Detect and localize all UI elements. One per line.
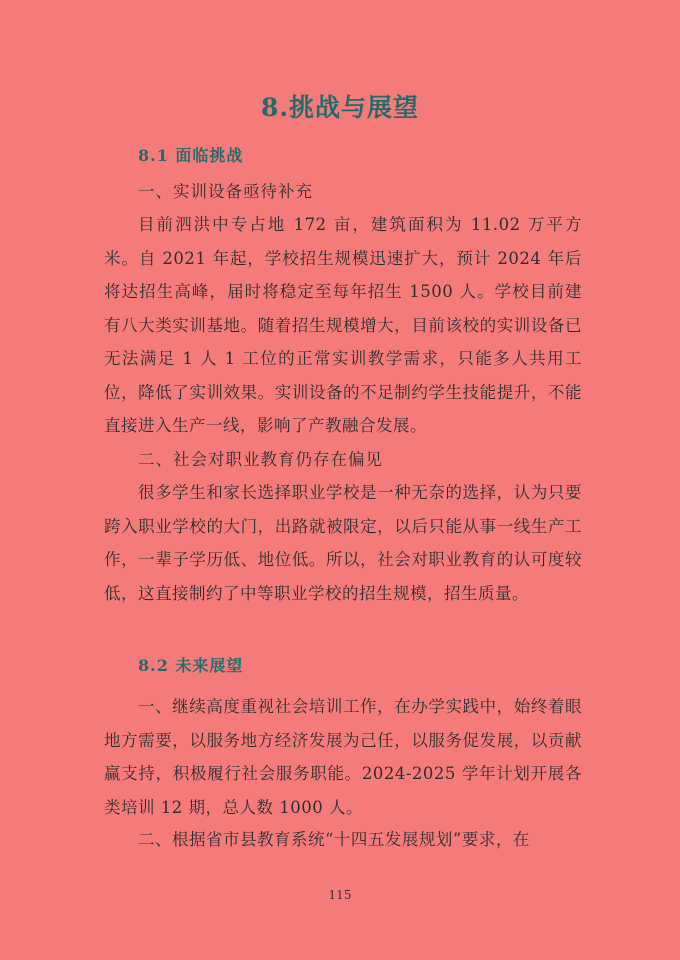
page-number: 115 — [328, 888, 352, 902]
challenge-2-title: 二、社会对职业教育仍存在偏见 — [138, 450, 383, 469]
challenge-2-paragraph: 很多学生和家长选择职业学校是一种无奈的选择，认为只要跨入职业学校的大门，出路就被限定，以后只能从事一线生产工作，一辈子学历低、地位低。所以，社会对职业教育的认可度较低，这直接制约了中等职业学校的招生规模，招生质量。 — [104, 483, 582, 603]
challenge-1-paragraph: 目前泗洪中专占地 172 亩，建筑面积为 11.02 万平方米。自 2021 年起，学校招生规模迅速扩大，预计 2024 年后将达招生高峰，届时将稳定至每年招生 1500 人。学校目前建有八大类实训基地。随着招生规模增大，目前该校的实训设备已无法满足 1 人 1 工位的正常实训教学需求，只能多人共用工位，降低了实训效果。实训设备的不足制约学生技能提升，不能直接进入生产一线，影响了产教融合发展。 — [104, 215, 582, 435]
outlook-2-paragraph: 二、根据省市县教育系统“十四五发展规划”要求，在 — [138, 830, 530, 849]
section-heading-challenges: 8.1 面临挑战 — [138, 146, 244, 165]
section-heading-outlook: 8.2 未来展望 — [138, 656, 244, 675]
page-title: 8.挑战与展望 — [260, 93, 420, 122]
outlook-1-paragraph: 一、继续高度重视社会培训工作，在办学实践中，始终着眼地方需要，以服务地方经济发展为己任，以服务促发展，以贡献赢支持，积极履行社会服务职能。2024-2025 学年计划开展各类培训 12 期，总人数 1000 人。 — [104, 697, 582, 817]
challenge-1-title: 一、实训设备亟待补充 — [138, 182, 313, 201]
